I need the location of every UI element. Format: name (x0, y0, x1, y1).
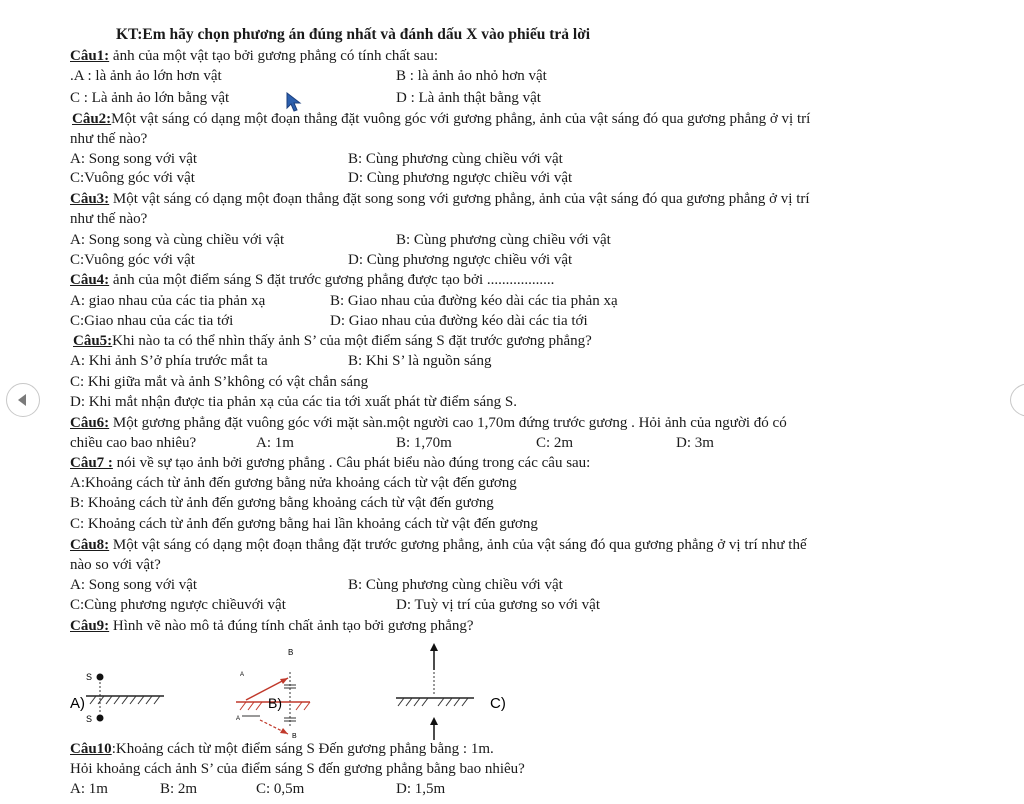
q1-option-a: .A : là ảnh ảo lớn hơn vật (70, 68, 222, 84)
question-6-text-cont: chiều cao bao nhiêu? (70, 435, 197, 451)
q7-option-a: A:Khoảng cách từ ảnh đến gương bằng nửa khoảng cách từ vật đến gương (70, 475, 517, 491)
figure-a-point-s-image (97, 715, 104, 722)
q10-option-a: A: 1m (70, 781, 108, 797)
q6-option-c: C: 2m (536, 435, 574, 451)
q8-option-b: B: Cùng phương cùng chiều với vật (348, 577, 563, 593)
mouse-cursor-icon (286, 92, 302, 112)
figure-a-s-image-label: S (86, 714, 93, 724)
q8-option-c: C:Cùng phương ngược chiềuvới vật (70, 597, 286, 613)
question-7-label: Câu7 : (70, 455, 113, 471)
question-8-text-cont: nào so với vật? (70, 557, 161, 573)
q4-option-d: D: Giao nhau của đường kéo dài các tia tới (330, 313, 588, 329)
figure-a-s-label: S (86, 672, 93, 682)
q1-option-b: B : là ảnh ảo nhỏ hơn vật (396, 68, 547, 84)
question-3-text: Một vật sáng có dạng một đoạn thẳng đặt song song với gương phẳng, ảnh của vật sáng đó qua gương phẳng ở vị trí (109, 191, 810, 207)
q4-option-b: B: Giao nhau của đường kéo dài các tia phản xạ (330, 293, 618, 309)
question-10-text-cont: Hỏi khoảng cách ảnh S’ của điểm sáng S đến gương phẳng bằng bao nhiêu? (70, 761, 525, 777)
question-5-text: Khi nào ta có thể nhìn thấy ảnh S’ của một điểm sáng S đặt trước gương phẳng? (112, 333, 592, 349)
q4-option-c: C:Giao nhau của các tia tới (70, 313, 234, 329)
q2-option-a: A: Song song với vật (70, 151, 198, 167)
figure-b-label: B) (268, 695, 282, 711)
question-4-label: Câu4: (70, 272, 110, 288)
figure-b-bottom-label: B (292, 733, 297, 740)
question-3-label: Câu3: (70, 191, 110, 207)
q7-option-c: C: Khoảng cách từ ảnh đến gương bằng hai lần khoảng cách từ vật đến gương (70, 516, 538, 532)
question-2-label: Câu2: (72, 111, 112, 127)
question-2-text-cont: như thế nào? (70, 131, 148, 147)
question-8-label: Câu8: (70, 537, 110, 553)
question-1-text: ảnh của một vật tạo bởi gương phẳng có tính chất sau: (109, 48, 439, 64)
q5-option-a: A: Khi ảnh S’ở phía trước mắt ta (70, 353, 268, 369)
q1-option-c: C : Là ảnh ảo lớn bằng vật (70, 90, 230, 106)
question-6-label: Câu6: (70, 415, 110, 431)
q3-option-b: B: Cùng phương cùng chiều với vật (396, 232, 611, 248)
q1-option-d: D : Là ảnh thật bằng vật (396, 90, 541, 106)
question-10-text: :Khoảng cách từ một điểm sáng S Đến gương phẳng bằng : 1m. (111, 741, 494, 757)
question-4 (70, 270, 554, 290)
figure-b-small-label-2: A (236, 716, 241, 722)
q6-option-b: B: 1,70m (396, 435, 452, 451)
q10-option-b: B: 2m (160, 781, 198, 797)
question-10 (70, 739, 494, 759)
figure-c (396, 643, 506, 740)
next-page-button[interactable] (1010, 383, 1024, 417)
figure-b-small-label: A (240, 672, 245, 678)
question-5 (73, 331, 592, 351)
question-8-text: Một vật sáng có dạng một đoạn thẳng đặt trước gương phẳng, ảnh của vật sáng đó qua gương phẳng ở vị trí như thế (109, 537, 807, 553)
q4-option-a: A: giao nhau của các tia phản xạ (70, 293, 266, 309)
question-5-label: Câu5: (73, 333, 113, 349)
q6-option-a: A: 1m (256, 435, 294, 451)
question-1-label: Câu1: (70, 48, 110, 64)
question-9-label: Câu9: (70, 618, 110, 634)
q5-option-b: B: Khi S’ là nguồn sáng (348, 353, 492, 369)
q5-option-c: C: Khi giữa mắt và ảnh S’không có vật chắn sáng (70, 374, 369, 390)
q10-option-d: D: 1,5m (396, 781, 446, 797)
q5-option-d: D: Khi mắt nhận được tia phản xạ của các tia tới xuất phát từ điểm sáng S. (70, 394, 518, 410)
question-6-text: Một gương phẳng đặt vuông góc với mặt sàn.một người cao 1,70m đứng trước gương . Hỏi ảnh của người đó có (109, 415, 787, 431)
question-2-text: Một vật sáng có dạng một đoạn thẳng đặt vuông góc với gương phẳng, ảnh của vật sáng đó qua gương phẳng ở vị trí (111, 111, 811, 127)
figure-c-label: C) (490, 695, 506, 712)
previous-page-button[interactable] (6, 383, 40, 417)
question-8 (70, 535, 807, 555)
figure-a-label: A) (70, 695, 85, 712)
question-7-text: nói về sự tạo ảnh bởi gương phẳng . Câu phát biểu nào đúng trong các câu sau: (112, 455, 591, 471)
question-10-label: Câu10 (70, 741, 112, 757)
question-6 (70, 413, 787, 433)
question-3 (70, 189, 810, 209)
q7-option-b: B: Khoảng cách từ ảnh đến gương bằng khoảng cách từ vật đến gương (70, 495, 494, 511)
q6-option-d: D: 3m (676, 435, 714, 451)
q3-option-a: A: Song song và cùng chiều với vật (70, 232, 285, 248)
question-7 (70, 453, 590, 473)
q2-option-d: D: Cùng phương ngược chiều với vật (348, 170, 573, 186)
question-9 (70, 616, 474, 636)
figure-b-top-label: B (288, 648, 294, 657)
q8-option-d: D: Tuỳ vị trí của gương so với vật (396, 597, 601, 613)
q3-option-d: D: Cùng phương ngược chiều với vật (348, 252, 573, 268)
question-4-text: ảnh của một điểm sáng S đặt trước gương phẳng được tạo bởi .................. (109, 272, 555, 288)
q8-option-a: A: Song song với vật (70, 577, 198, 593)
figure-a (70, 672, 164, 724)
figure-b (236, 648, 310, 740)
question-2 (72, 109, 810, 129)
q2-option-b: B: Cùng phương cùng chiều với vật (348, 151, 563, 167)
question-9-text: Hình vẽ nào mô tả đúng tính chất ảnh tạo bởi gương phẳng? (109, 618, 474, 634)
q3-option-c: C:Vuông góc với vật (70, 252, 195, 268)
figure-a-point-s (97, 674, 104, 681)
worksheet-title: KT:Em hãy chọn phương án đúng nhất và đánh dấu X vào phiếu trả lời (116, 26, 591, 43)
q2-option-c: C:Vuông góc với vật (70, 170, 195, 186)
question-3-text-cont: như thế nào? (70, 211, 148, 227)
mirror-figures (60, 640, 580, 740)
q10-option-c: C: 0,5m (256, 781, 305, 797)
question-1 (70, 46, 438, 66)
